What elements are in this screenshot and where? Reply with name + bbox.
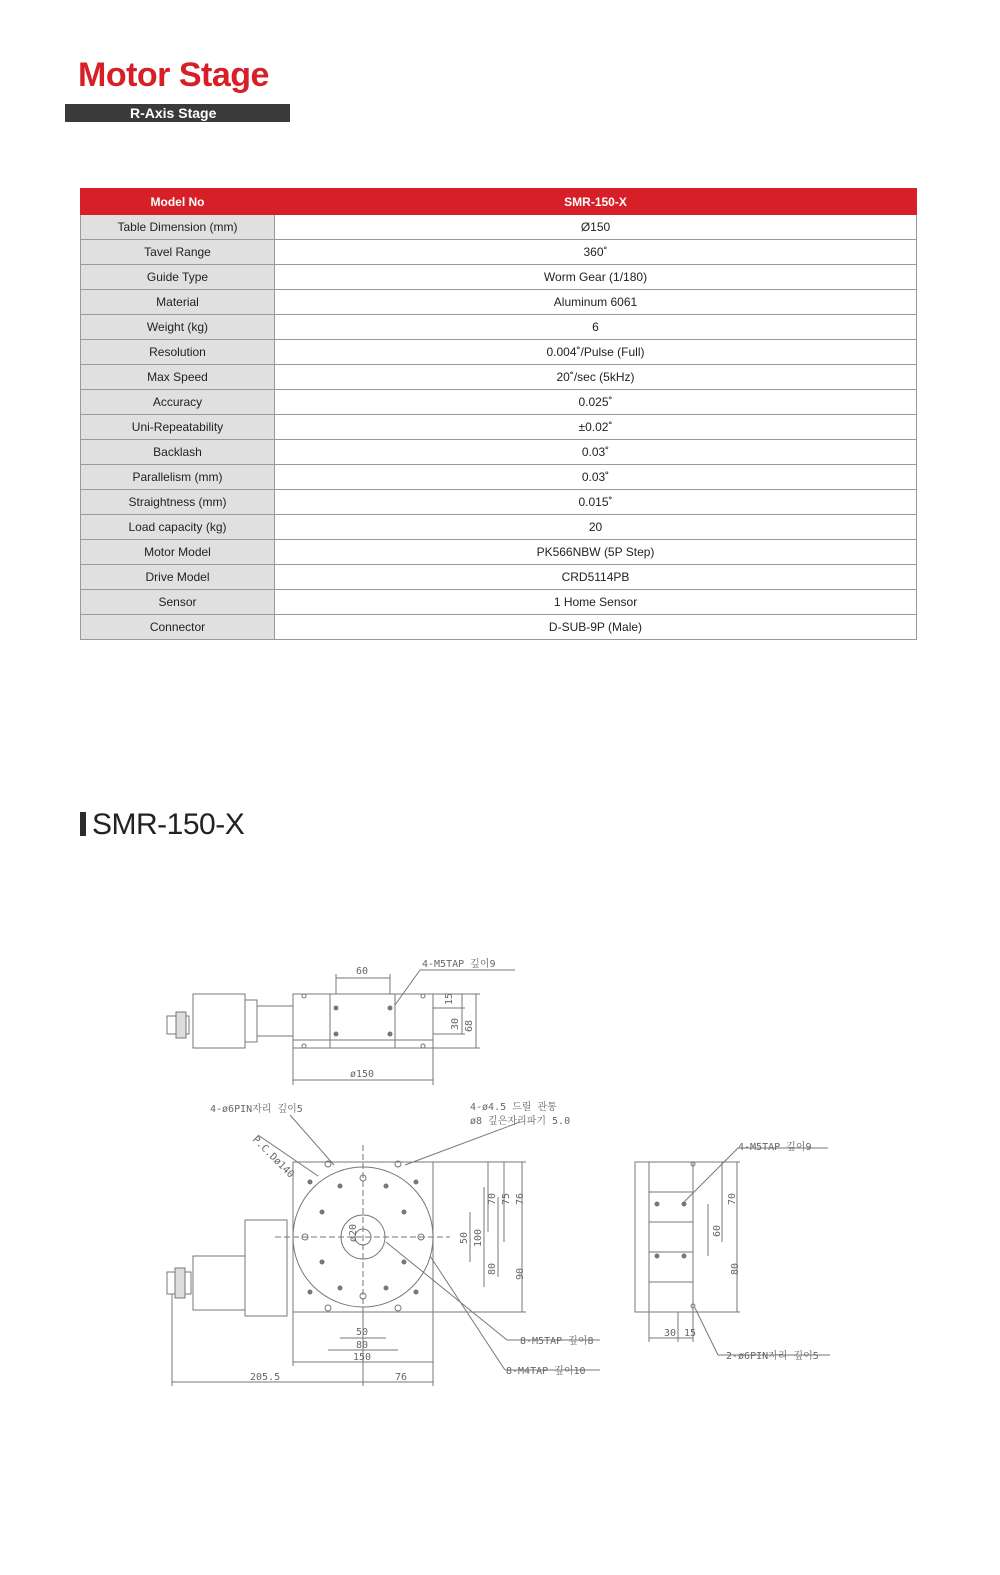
plan-m5-note: 8-M5TAP 깊이8 bbox=[520, 1336, 594, 1347]
top-dim-68: 68 bbox=[464, 1019, 475, 1032]
top-dim-60: 60 bbox=[356, 966, 369, 977]
plan-dim-50h: 50 bbox=[356, 1327, 369, 1338]
model-heading bbox=[80, 808, 244, 842]
row-label: Resolution bbox=[81, 340, 275, 365]
plan-dim-80v: 80 bbox=[487, 1262, 498, 1275]
row-value: CRD5114PB bbox=[275, 565, 917, 590]
heading-marker bbox=[80, 812, 86, 836]
top-dim-30: 30 bbox=[450, 1017, 461, 1030]
plan-drill-note-2: ø8 깊은자리파기 5.0 bbox=[470, 1116, 571, 1127]
table-row bbox=[81, 265, 917, 290]
top-tap-note: 4-M5TAP 깊이9 bbox=[422, 959, 496, 970]
page-subtitle: R-Axis Stage bbox=[130, 105, 217, 121]
table-row bbox=[81, 290, 917, 315]
row-value: Ø150 bbox=[275, 215, 917, 240]
row-label: Uni-Repeatability bbox=[81, 415, 275, 440]
header-value: SMR-150-X bbox=[275, 189, 917, 215]
side-tap-note: 4-M5TAP 깊이9 bbox=[738, 1142, 812, 1153]
spec-table bbox=[80, 188, 917, 640]
table-row bbox=[81, 490, 917, 515]
side-dim-30: 30 bbox=[664, 1328, 677, 1339]
row-value: D-SUB-9P (Male) bbox=[275, 615, 917, 640]
plan-dim-205-5: 205.5 bbox=[250, 1372, 281, 1383]
side-pin-note: 2-ø6PIN자리 깊이5 bbox=[726, 1351, 819, 1362]
subtitle-bar bbox=[65, 104, 290, 122]
table-row bbox=[81, 365, 917, 390]
table-row bbox=[81, 565, 917, 590]
plan-pin-note: 4-ø6PIN자리 깊이5 bbox=[210, 1104, 303, 1115]
row-label: Parallelism (mm) bbox=[81, 465, 275, 490]
table-row bbox=[81, 515, 917, 540]
row-value: 0.03˚ bbox=[275, 440, 917, 465]
row-label: Max Speed bbox=[81, 365, 275, 390]
table-row bbox=[81, 540, 917, 565]
side-dim-60: 60 bbox=[712, 1224, 723, 1237]
header-label: Model No bbox=[81, 189, 275, 215]
row-value: 1 Home Sensor bbox=[275, 590, 917, 615]
technical-drawing bbox=[0, 950, 1000, 1400]
table-row bbox=[81, 615, 917, 640]
row-value: 0.004˚/Pulse (Full) bbox=[275, 340, 917, 365]
row-label: Material bbox=[81, 290, 275, 315]
top-dim-15: 15 bbox=[444, 992, 455, 1005]
table-row bbox=[81, 315, 917, 340]
side-dim-15: 15 bbox=[684, 1328, 697, 1339]
top-dim-dia150: ø150 bbox=[350, 1069, 375, 1080]
row-label: Straightness (mm) bbox=[81, 490, 275, 515]
row-label: Motor Model bbox=[81, 540, 275, 565]
plan-m4-note: 8-M4TAP 깊이10 bbox=[506, 1366, 586, 1377]
model-heading-text: SMR-150-X bbox=[92, 808, 245, 841]
row-value: ±0.02˚ bbox=[275, 415, 917, 440]
row-value: Aluminum 6061 bbox=[275, 290, 917, 315]
plan-dim-80h: 80 bbox=[356, 1340, 369, 1351]
plan-dim-70: 70 bbox=[487, 1192, 498, 1205]
row-label: Table Dimension (mm) bbox=[81, 215, 275, 240]
table-row bbox=[81, 340, 917, 365]
row-label: Sensor bbox=[81, 590, 275, 615]
plan-center-dia: ø20 bbox=[348, 1223, 359, 1242]
row-value: PK566NBW (5P Step) bbox=[275, 540, 917, 565]
row-value: 0.015˚ bbox=[275, 490, 917, 515]
plan-drill-note-1: 4-ø4.5 드릴 관통 bbox=[470, 1102, 557, 1113]
row-value: 360˚ bbox=[275, 240, 917, 265]
table-row bbox=[81, 390, 917, 415]
table-row bbox=[81, 240, 917, 265]
row-value: 0.03˚ bbox=[275, 465, 917, 490]
table-row bbox=[81, 465, 917, 490]
row-value: Worm Gear (1/180) bbox=[275, 265, 917, 290]
row-label: Drive Model bbox=[81, 565, 275, 590]
table-row bbox=[81, 440, 917, 465]
plan-dim-76v: 76 bbox=[515, 1192, 526, 1205]
row-value: 20˚/sec (5kHz) bbox=[275, 365, 917, 390]
row-label: Tavel Range bbox=[81, 240, 275, 265]
row-value: 6 bbox=[275, 315, 917, 340]
table-row bbox=[81, 215, 917, 240]
row-label: Connector bbox=[81, 615, 275, 640]
side-dim-80: 80 bbox=[730, 1262, 741, 1275]
side-view bbox=[635, 1148, 830, 1355]
table-header-row bbox=[81, 189, 917, 215]
plan-pcd: P.C.Dø140 bbox=[249, 1134, 296, 1181]
row-label: Guide Type bbox=[81, 265, 275, 290]
top-view bbox=[167, 970, 515, 1085]
plan-dim-150h: 150 bbox=[353, 1352, 372, 1363]
plan-dim-90: 90 bbox=[515, 1267, 526, 1280]
row-value: 20 bbox=[275, 515, 917, 540]
row-value: 0.025˚ bbox=[275, 390, 917, 415]
row-label: Backlash bbox=[81, 440, 275, 465]
plan-dim-50v: 50 bbox=[459, 1231, 470, 1244]
plan-dim-75: 75 bbox=[501, 1192, 512, 1205]
plan-dim-100v: 100 bbox=[473, 1228, 484, 1247]
table-row bbox=[81, 415, 917, 440]
plan-dim-76h: 76 bbox=[395, 1372, 408, 1383]
row-label: Load capacity (kg) bbox=[81, 515, 275, 540]
page-title: Motor Stage bbox=[78, 56, 269, 94]
row-label: Weight (kg) bbox=[81, 315, 275, 340]
side-dim-70: 70 bbox=[727, 1192, 738, 1205]
table-row bbox=[81, 590, 917, 615]
row-label: Accuracy bbox=[81, 390, 275, 415]
